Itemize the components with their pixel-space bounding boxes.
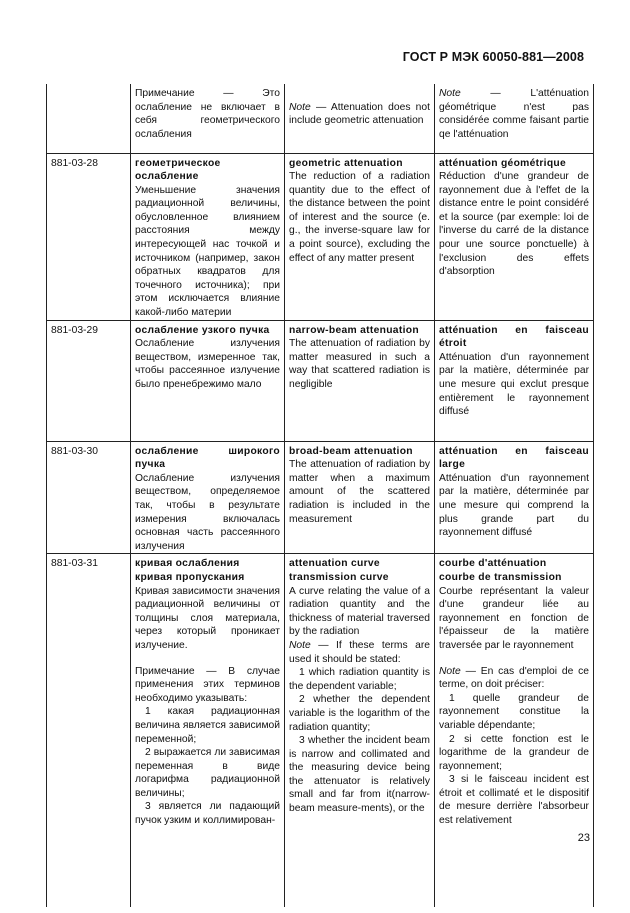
- fr-definition: Réduction d'une grandeur de rayonnement due à l'effet de la distance entre le point considéré et la source (par exemple: loi de l'inverse du carré de la distance pour une source ponctuelle) à l'exclusion des effets d'absorption: [439, 171, 589, 278]
- en-term: narrow-beam attenuation: [289, 324, 419, 336]
- ru-definition: Уменьшение значения радиационной величины, обусловленное влиянием расстояния между интересующей нас точкой и источником (например, закон обратных квадратов для точечного источника); при этом исключается влияние какой-либо материи: [135, 184, 280, 319]
- en-definition: A curve relating the value of a radiation quantity and the thickness of material traversed by the radiation: [289, 585, 430, 638]
- fr-term: atténuation en faisceau étroit: [439, 324, 589, 350]
- fr-term-synonym: courbe de transmission: [439, 571, 562, 583]
- ru-term: геометрическое ослабление: [135, 157, 221, 183]
- en-definition: The reduction of a radiation quantity due to the effect of the distance between the point of interest and the source (e. g., the inverse-square law for a point source), excluding the effect of any matter present: [289, 171, 430, 264]
- ru-term: ослабление узкого пучка: [135, 324, 270, 336]
- fr-note: Note — En cas d'emploi de ce terme, on doit préciser:: [439, 665, 589, 691]
- ru-definition: Ослабление излучения веществом, определяемое так, чтобы в результате измерения включалась основная часть рассеянного излучения: [135, 472, 280, 552]
- page-number: 23: [577, 832, 590, 844]
- table-row: [47, 554, 594, 907]
- table-row: [47, 441, 594, 554]
- ru-definition: Ослабление излучения веществом, измеренное так, чтобы рассеянное излучение было пренебрежимо мало: [135, 338, 280, 390]
- ru-note-item: 1 какая радиационная величина является зависимой переменной;: [135, 706, 280, 745]
- en-note-item: 3 whether the incident beam is narrow and collimated and the measuring device being the attenuator is relatively small and far from it(narrow-beam measure-ments), or the: [289, 735, 430, 815]
- term-id: 881-03-28: [47, 153, 131, 320]
- fr-note: Note — L'atténuation géométrique n'est pas considérée comme faisant partie qe l'atténuation: [435, 84, 594, 153]
- en-term: attenuation curve: [289, 558, 380, 570]
- table-row: [47, 320, 594, 441]
- term-id: 881-03-30: [47, 441, 131, 554]
- fr-term: courbe d'atténuation: [439, 558, 547, 570]
- fr-note-item: 2 si cette fonction est le logarithme de la grandeur de rayonnement;: [439, 733, 589, 772]
- ru-note: Примечание — В случае применения этих терминов необходимо указывать:: [135, 665, 280, 704]
- term-id: 881-03-29: [47, 320, 131, 441]
- ru-term: ослабление широкого пучка: [135, 445, 280, 471]
- ru-note-item: 2 выражается ли зависимая переменная в виде логарифма радиационной величины;: [135, 747, 280, 799]
- en-note-item: 1 which radiation quantity is the dependent variable;: [289, 667, 430, 692]
- ru-term: кривая ослабления: [135, 558, 240, 570]
- ru-note: Примечание — Это ослабление не включает в себя геометрического ослабления: [131, 84, 285, 153]
- document-header: ГОСТ Р МЭК 60050-881—2008: [402, 50, 584, 64]
- en-note-item: 2 whether the dependent variable is the logarithm of the radiation quantity;: [289, 694, 430, 733]
- en-definition: The attenuation of radiation by matter measured in such a way that scattered radiation is negligible: [289, 338, 430, 390]
- en-definition: The attenuation of radiation by matter when a maximum amount of the scattered radiation is included in the measurement: [289, 459, 430, 525]
- ru-definition: Кривая зависимости значения радиационной величины от толщины слоя материала, через который проникает излучение.: [135, 585, 280, 651]
- fr-note-item: 3 si le faisceau incident est étroit et collimaté et le dispositif de mesure derrière l'absorbeur est relativement: [439, 774, 589, 827]
- en-note: Note — If these terms are used it should be stated:: [289, 639, 430, 665]
- terms-table: [46, 84, 594, 907]
- fr-note-item: 1 quelle grandeur de rayonnement constitue la variable dépendante;: [439, 692, 589, 731]
- ru-note-item: 3 является ли падающий пучок узким и коллимирован-: [135, 801, 280, 827]
- table-row: [47, 153, 594, 320]
- en-term: geometric attenuation: [289, 157, 403, 169]
- fr-term: atténuation en faisceau large: [439, 445, 589, 471]
- table-row: [47, 84, 594, 153]
- fr-definition: Courbe représentant la valeur d'une grandeur liée au rayonnement en fonction de l'épaisseur de la matière traversée par le rayonnement: [439, 585, 589, 651]
- fr-term: atténuation géométrique: [439, 157, 567, 169]
- en-term-synonym: transmission curve: [289, 571, 389, 583]
- term-id: 881-03-31: [47, 554, 131, 907]
- en-term: broad-beam attenuation: [289, 445, 413, 457]
- fr-definition: Atténuation d'un rayonnement par la matière, déterminée par une mesure qui comprend la plus grande part du rayonnement diffusé: [439, 472, 589, 539]
- en-note: Note — Attenuation does not include geometric attenuation: [285, 84, 435, 153]
- ru-term-synonym: кривая пропускания: [135, 571, 245, 583]
- fr-definition: Atténuation d'un rayonnement par la matière, déterminée par une mesure qui exclut presque entièrement le rayonnement diffusé: [439, 351, 589, 418]
